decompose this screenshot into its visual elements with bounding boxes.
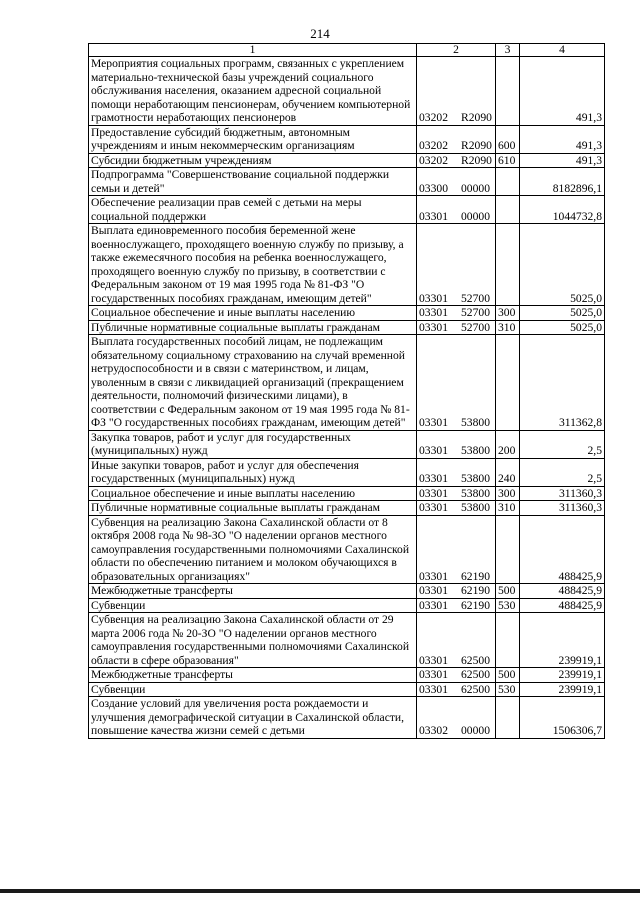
row-target-code	[417, 515, 496, 584]
row-name: Субвенции	[89, 598, 417, 613]
code-direction: 00000	[461, 724, 490, 737]
row-target-code	[417, 458, 496, 486]
code-program: 03301	[419, 682, 448, 696]
row-amount: 491,3	[520, 125, 605, 153]
code-direction: R2090	[461, 111, 492, 124]
code-program: 03301	[419, 306, 448, 319]
row-target-code	[417, 196, 496, 224]
table-row	[89, 598, 605, 613]
code-direction: 53800	[461, 416, 490, 429]
row-expense-type: 300	[496, 486, 520, 501]
code-direction: 62500	[461, 668, 490, 681]
row-expense-type	[496, 224, 520, 306]
row-name: Публичные нормативные социальные выплаты гражданам	[89, 501, 417, 516]
row-expense-type: 530	[496, 682, 520, 697]
row-amount: 488425,9	[520, 598, 605, 613]
header-col-2: 2	[417, 44, 496, 57]
code-program: 03301	[419, 291, 448, 305]
code-program: 03301	[419, 472, 448, 485]
row-amount: 311362,8	[520, 335, 605, 431]
row-name: Социальное обеспечение и иные выплаты населению	[89, 306, 417, 321]
row-expense-type: 500	[496, 668, 520, 683]
row-expense-type	[496, 613, 520, 668]
row-target-code	[417, 697, 496, 739]
row-amount: 491,3	[520, 57, 605, 126]
code-program: 03301	[419, 653, 448, 667]
table-row	[89, 613, 605, 668]
code-direction: 53800	[461, 472, 490, 485]
code-program: 03302	[419, 724, 448, 737]
row-amount: 1044732,8	[520, 196, 605, 224]
row-expense-type: 610	[496, 153, 520, 168]
row-name: Межбюджетные трансферты	[89, 584, 417, 599]
code-program: 03301	[419, 598, 448, 612]
row-target-code	[417, 320, 496, 335]
row-amount: 488425,9	[520, 515, 605, 584]
code-direction: 52700	[461, 291, 490, 305]
code-direction: 62500	[461, 653, 490, 667]
code-program: 03301	[419, 584, 448, 597]
row-name: Обеспечение реализации прав семей с детьми на меры социальной поддержки	[89, 196, 417, 224]
row-expense-type: 200	[496, 430, 520, 458]
row-amount: 239919,1	[520, 668, 605, 683]
row-expense-type	[496, 697, 520, 739]
row-amount: 5025,0	[520, 224, 605, 306]
row-name: Субвенция на реализацию Закона Сахалинской области от 8 октября 2008 года № 98-ЗО "О наделении органов местного самоуправления государственными полномочиями Сахалинской области по обеспечению питанием и молоком обучающихся в образовательных организациях"	[89, 515, 417, 584]
row-expense-type: 530	[496, 598, 520, 613]
code-direction: 62190	[461, 569, 490, 583]
row-name: Выплата государственных пособий лицам, не подлежащим обязательному социальному страхованию на случай временной нетрудоспособности и в связи с материнством, и лицам, уволенным в связи с ликвидацией организаций (прекращением деятельности, полномочий физическими лицами), в соответствии с Федеральным законом от 19 мая 1995 года № 81-ФЗ "О государственных пособиях гражданам, имеющим детей"	[89, 335, 417, 431]
row-target-code	[417, 168, 496, 196]
table-row	[89, 584, 605, 599]
row-target-code	[417, 125, 496, 153]
row-amount: 239919,1	[520, 613, 605, 668]
page-number: 214	[310, 26, 330, 41]
code-direction: 53800	[461, 486, 490, 500]
table-row	[89, 430, 605, 458]
code-program: 03301	[419, 486, 448, 500]
header-col-1: 1	[89, 44, 417, 57]
row-target-code	[417, 430, 496, 458]
code-program: 03301	[419, 668, 448, 681]
row-expense-type	[496, 335, 520, 431]
row-name: Создание условий для увеличения роста рождаемости и улучшения демографической ситуации в Сахалинской области, повышение качества жизни семей с детьми	[89, 697, 417, 739]
row-name: Социальное обеспечение и иные выплаты населению	[89, 486, 417, 501]
code-direction: 62190	[461, 584, 490, 597]
table-header-row	[89, 44, 605, 57]
row-target-code	[417, 486, 496, 501]
code-program: 03301	[419, 320, 448, 334]
table-row	[89, 224, 605, 306]
row-name: Иные закупки товаров, работ и услуг для обеспечения государственных (муниципальных) нужд	[89, 458, 417, 486]
row-name: Публичные нормативные социальные выплаты гражданам	[89, 320, 417, 335]
row-name: Мероприятия социальных программ, связанных с укреплением материально-технической базы учреждений социального обслуживания населения, оказанием адресной социальной помощи неработающим пенсионерам, обучением компьютерной грамотности неработающих пенсионеров	[89, 57, 417, 126]
code-direction: 52700	[461, 306, 490, 319]
table-row	[89, 320, 605, 335]
table-row	[89, 697, 605, 739]
table-row	[89, 168, 605, 196]
row-amount: 2,5	[520, 458, 605, 486]
table-row	[89, 196, 605, 224]
code-direction: 52700	[461, 320, 490, 334]
row-amount: 311360,3	[520, 501, 605, 516]
row-target-code	[417, 613, 496, 668]
row-amount: 2,5	[520, 430, 605, 458]
row-name: Предоставление субсидий бюджетным, автономным учреждениям и иным некоммерческим организациям	[89, 125, 417, 153]
row-name: Субвенции	[89, 682, 417, 697]
row-name: Субсидии бюджетным учреждениям	[89, 153, 417, 168]
row-target-code	[417, 153, 496, 168]
row-expense-type: 310	[496, 501, 520, 516]
row-amount: 311360,3	[520, 486, 605, 501]
table-row	[89, 153, 605, 168]
row-name: Межбюджетные трансферты	[89, 668, 417, 683]
code-program: 03202	[419, 111, 448, 124]
code-direction: 62190	[461, 598, 490, 612]
row-target-code	[417, 224, 496, 306]
code-direction: 00000	[461, 209, 490, 223]
row-target-code	[417, 306, 496, 321]
table-row	[89, 335, 605, 431]
bottom-scan-rule	[0, 889, 640, 893]
table-row	[89, 125, 605, 153]
table-row	[89, 306, 605, 321]
code-program: 03202	[419, 153, 448, 167]
row-amount: 1506306,7	[520, 697, 605, 739]
row-target-code	[417, 598, 496, 613]
row-amount: 488425,9	[520, 584, 605, 599]
row-target-code	[417, 501, 496, 516]
row-target-code	[417, 335, 496, 431]
table-row	[89, 515, 605, 584]
code-program: 03301	[419, 209, 448, 223]
header-col-3: 3	[496, 44, 520, 57]
row-amount: 8182896,1	[520, 168, 605, 196]
row-target-code	[417, 584, 496, 599]
code-direction: 53800	[461, 444, 490, 457]
row-name: Выплата единовременного пособия беременной жене военнослужащего, проходящего военную службу по призыву, а также ежемесячного пособия на ребенка военнослужащего, проходящего военную службу по призыву, в соответствии с Федеральным законом от 19 мая 1995 года № 81-ФЗ "О государственных пособиях гражданам, имеющим детей"	[89, 224, 417, 306]
row-expense-type: 300	[496, 306, 520, 321]
row-amount: 5025,0	[520, 320, 605, 335]
code-program: 03301	[419, 569, 448, 583]
row-name: Субвенция на реализацию Закона Сахалинской области от 29 марта 2006 года № 20-ЗО "О наделении органов местного самоуправления государственными полномочиями Сахалинской области в сфере образования"	[89, 613, 417, 668]
table-row	[89, 57, 605, 126]
row-target-code	[417, 57, 496, 126]
code-program: 03301	[419, 416, 448, 429]
code-program: 03202	[419, 139, 448, 152]
row-name: Подпрограмма "Совершенствование социальной поддержки семьи и детей"	[89, 168, 417, 196]
row-amount: 491,3	[520, 153, 605, 168]
code-direction: R2090	[461, 153, 492, 167]
row-name: Закупка товаров, работ и услуг для государственных (муниципальных) нужд	[89, 430, 417, 458]
code-direction: 53800	[461, 501, 490, 514]
code-direction: R2090	[461, 139, 492, 152]
table-row	[89, 682, 605, 697]
table-row	[89, 486, 605, 501]
table-row	[89, 458, 605, 486]
code-program: 03300	[419, 181, 448, 195]
code-direction: 62500	[461, 682, 490, 696]
code-direction: 00000	[461, 181, 490, 195]
row-target-code	[417, 668, 496, 683]
row-target-code	[417, 682, 496, 697]
code-program: 03301	[419, 501, 448, 514]
row-expense-type: 240	[496, 458, 520, 486]
row-expense-type	[496, 515, 520, 584]
row-expense-type: 310	[496, 320, 520, 335]
row-amount: 5025,0	[520, 306, 605, 321]
code-program: 03301	[419, 444, 448, 457]
row-expense-type: 500	[496, 584, 520, 599]
table-row	[89, 668, 605, 683]
row-expense-type	[496, 57, 520, 126]
row-expense-type	[496, 168, 520, 196]
row-amount: 239919,1	[520, 682, 605, 697]
header-col-4: 4	[520, 44, 605, 57]
table-row	[89, 501, 605, 516]
row-expense-type: 600	[496, 125, 520, 153]
row-expense-type	[496, 196, 520, 224]
budget-table	[88, 43, 605, 739]
